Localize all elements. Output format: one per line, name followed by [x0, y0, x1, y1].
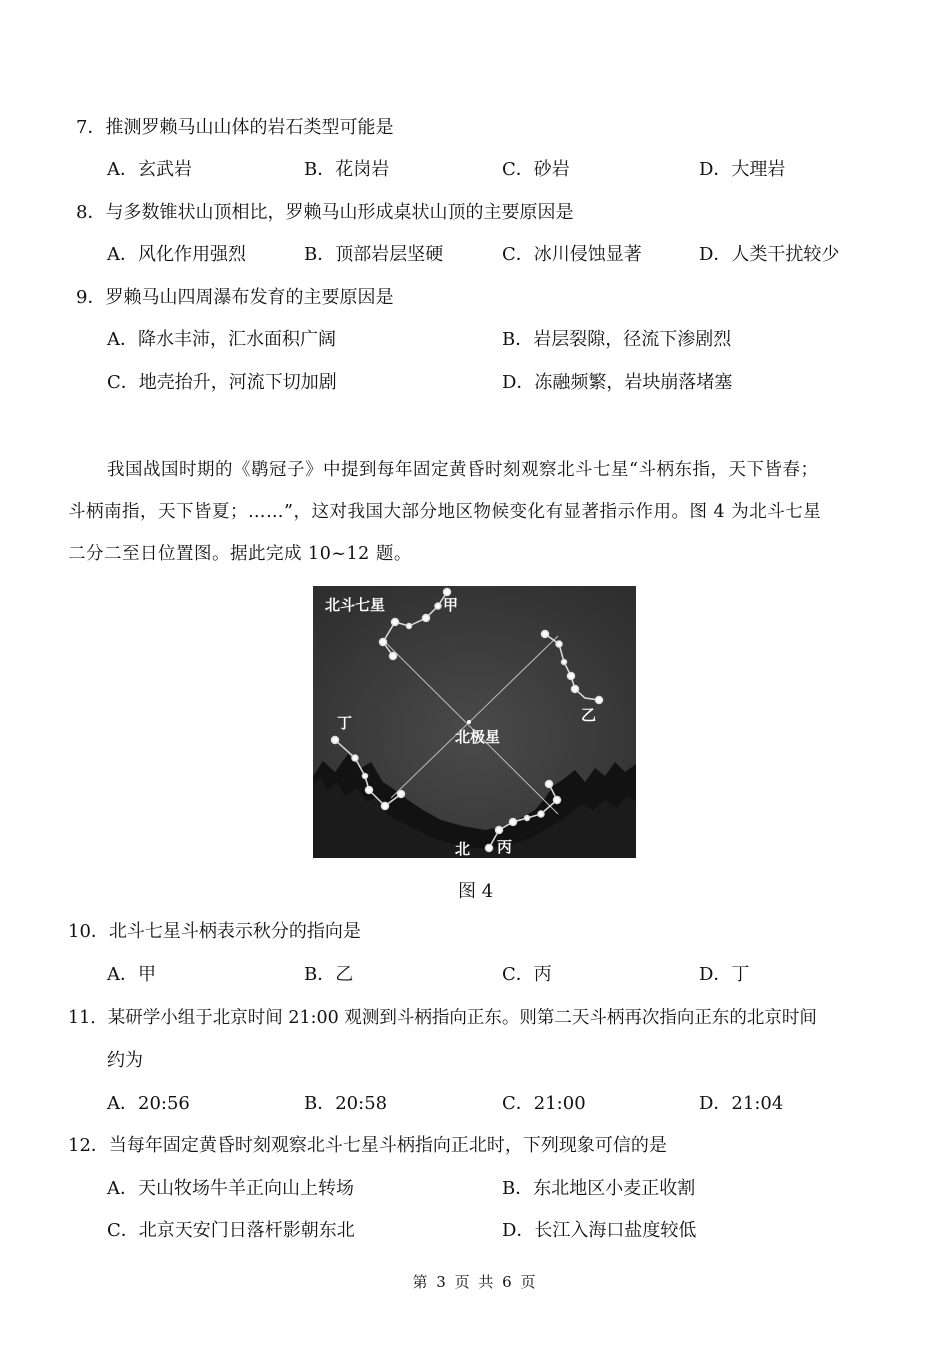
q10-option-a: A．甲	[107, 964, 156, 985]
polaris-label: 北极星	[455, 728, 501, 746]
passage-line-3: 二分二至日位置图。据此完成 10~12 题。	[68, 544, 412, 564]
q8-option-a: A．风化作用强烈	[107, 244, 246, 265]
q11-option-a: A．20:56	[107, 1093, 190, 1114]
north-label: 北	[455, 840, 471, 858]
q11-option-c: C．21:00	[502, 1093, 586, 1114]
q8-option-d: D．人类干扰较少	[699, 244, 840, 265]
q10-option-d: D．丁	[699, 964, 750, 985]
q10-option-b: B．乙	[304, 964, 354, 985]
label-bing: 丙	[497, 838, 513, 856]
q12-option-a: A．天山牧场牛羊正向山上转场	[107, 1178, 354, 1199]
q8-stem: 8．与多数锥状山顶相比，罗赖马山形成桌状山顶的主要原因是	[76, 202, 574, 223]
q10-option-c: C．丙	[502, 964, 552, 985]
q9-option-d: D．冻融频繁，岩块崩落堵塞	[502, 372, 733, 393]
label-yi: 乙	[581, 706, 597, 724]
q10-stem: 10．北斗七星斗柄表示秋分的指向是	[68, 921, 361, 942]
polaris-star	[467, 720, 471, 724]
q9-option-b: B．岩层裂隙，径流下渗剧烈	[502, 329, 732, 350]
q7-option-d: D．大理岩	[699, 159, 786, 180]
q7-option-a: A．玄武岩	[107, 159, 192, 180]
figure-caption: 图 4	[458, 881, 494, 902]
q7-stem: 7．推测罗赖马山山体的岩石类型可能是	[76, 117, 394, 138]
label-jia: 甲	[443, 596, 459, 614]
big-dipper-diagram	[313, 586, 636, 858]
q8-option-c: C．冰川侵蚀显著	[502, 244, 642, 265]
big-dipper-figure	[313, 586, 636, 858]
passage-line-2: 斗柄南指，天下皆夏；……”，这对我国大部分地区物候变化有显著指示作用。图 4 为北斗七星	[68, 502, 822, 522]
q8-option-b: B．顶部岩层坚硬	[304, 244, 444, 265]
q9-option-a: A．降水丰沛，汇水面积广阔	[107, 329, 336, 350]
figure-title: 北斗七星	[325, 596, 386, 614]
q12-option-d: D．长江入海口盐度较低	[502, 1220, 697, 1241]
q11-stem-line-1: 11．某研学小组于北京时间 21:00 观测到斗柄指向正东。则第二天斗柄再次指向正东的北京时间	[68, 1008, 817, 1028]
page-footer: 第 3 页 共 6 页	[412, 1273, 538, 1291]
passage-line-1: 我国战国时期的《鹖冠子》中提到每年固定黄昏时刻观察北斗七星“斗柄东指，天下皆春；	[107, 460, 819, 480]
q12-option-b: B．东北地区小麦正收割	[502, 1178, 696, 1199]
q7-option-c: C．砂岩	[502, 159, 570, 180]
q7-option-b: B．花岗岩	[304, 159, 390, 180]
label-ding: 丁	[337, 714, 353, 732]
q12-option-c: C．北京天安门日落杆影朝东北	[107, 1220, 355, 1241]
q9-option-c: C．地壳抬升，河流下切加剧	[107, 372, 337, 393]
q11-stem-line-2: 约为	[107, 1050, 143, 1071]
q9-stem: 9．罗赖马山四周瀑布发育的主要原因是	[76, 287, 394, 308]
q12-stem: 12．当每年固定黄昏时刻观察北斗七星斗柄指向正北时，下列现象可信的是	[68, 1135, 667, 1156]
q11-option-d: D．21:04	[699, 1093, 784, 1114]
q11-option-b: B．20:58	[304, 1093, 388, 1114]
